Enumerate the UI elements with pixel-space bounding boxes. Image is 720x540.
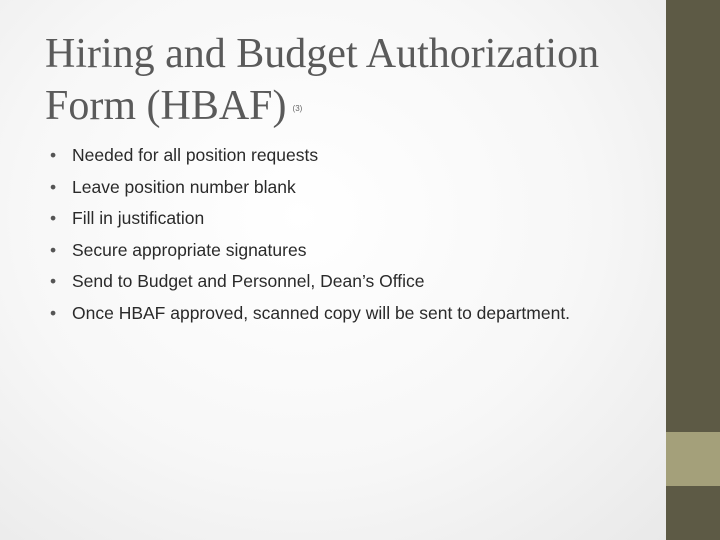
bullet-text: Needed for all position requests — [72, 145, 319, 165]
sidebar-band-accent — [666, 432, 720, 486]
bullet-item — [50, 206, 590, 230]
bullet-item — [50, 238, 590, 262]
sidebar-band-top — [666, 0, 720, 432]
bullet-item — [50, 143, 590, 167]
bullet-dot-icon: • — [50, 271, 57, 291]
bullet-item — [50, 175, 590, 199]
bullet-dot-icon: • — [50, 208, 57, 228]
footnote-marker: (3) — [292, 104, 303, 114]
sidebar-band-bottom — [666, 486, 720, 540]
bullet-dot-icon: • — [50, 176, 57, 197]
bullet-text: Leave position number blank — [72, 176, 296, 197]
bullet-dot-icon: • — [50, 302, 57, 323]
bullet-item — [50, 269, 590, 293]
bullet-list — [50, 143, 590, 332]
bullet-dot-icon: • — [50, 145, 57, 165]
bullet-text: Once HBAF approved, scanned copy will be sent to department. — [72, 302, 571, 323]
bullet-dot-icon: • — [50, 239, 57, 260]
slide-title — [45, 28, 655, 135]
bullet-text: Secure appropriate signatures — [72, 239, 307, 260]
bullet-item — [50, 301, 590, 325]
title-line-1: Hiring and Budget Authorization — [45, 31, 600, 77]
title-line-2: Form (HBAF) — [45, 83, 287, 129]
bullet-text: Fill in justification — [72, 208, 205, 228]
bullet-text: Send to Budget and Personnel, Dean’s Office — [72, 271, 425, 291]
